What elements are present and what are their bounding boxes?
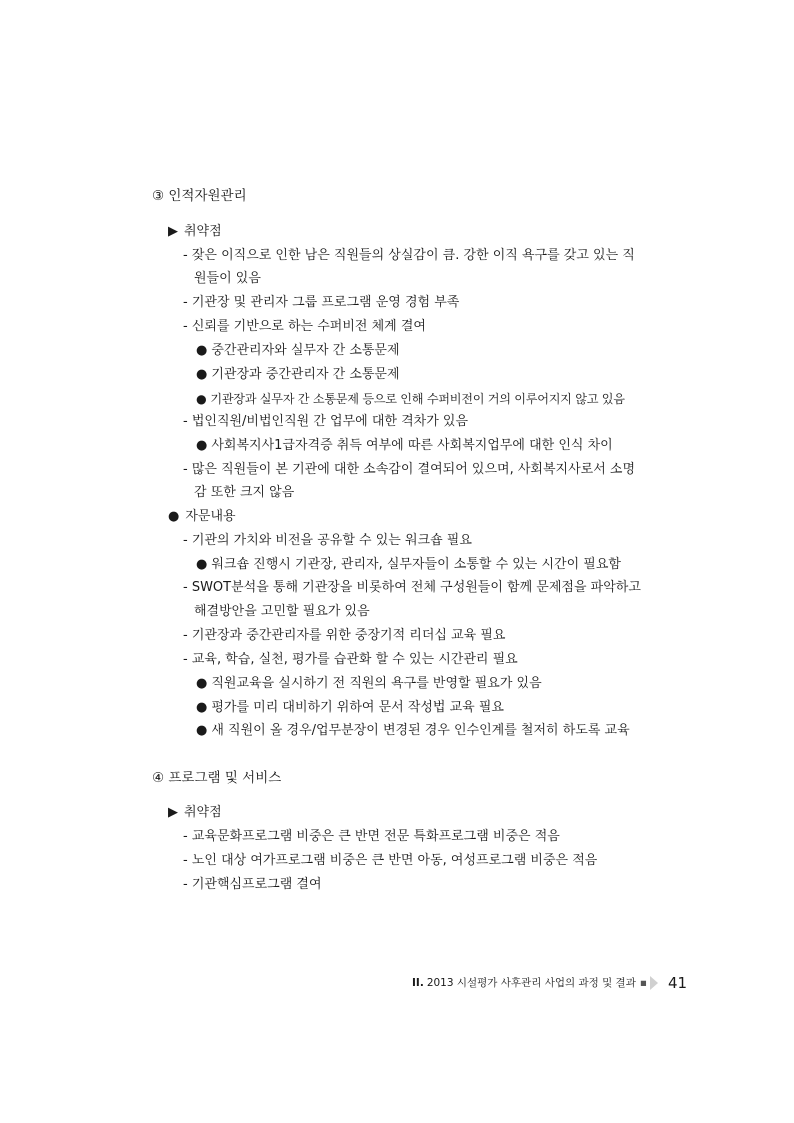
advice-heading	[168, 508, 236, 526]
list-item-continuation: 해결방안을 고민할 필요가 있음	[194, 604, 370, 619]
weakness-label: 취약점	[184, 805, 222, 820]
bullet-icon: ●	[196, 723, 208, 738]
list-item: - 법인직원/비법인직원 간 업무에 대한 격차가 있음	[183, 414, 469, 429]
bullet-icon: ●	[196, 676, 208, 691]
list-item: - 교육, 학습, 실천, 평가를 습관화 할 수 있는 시간관리 필요	[183, 652, 518, 667]
bullet-item: ● 기관장과 실무자 간 소통문제 등으로 인해 수퍼비전이 거의 이루어지지 않고 있음	[196, 392, 625, 406]
page-number: 41	[667, 974, 688, 992]
bullet-icon: ●	[196, 557, 208, 572]
bullet-icon: ●	[196, 700, 208, 715]
bullet-icon: ●	[196, 367, 208, 382]
bullet-item: ● 기관장과 중간관리자 간 소통문제	[196, 367, 400, 382]
weakness-label: 취약점	[184, 224, 222, 239]
list-item: - 신뢰를 기반으로 하는 수퍼비전 체계 결여	[183, 319, 426, 334]
triangle-marker-icon: ▶	[168, 805, 178, 820]
list-item: - 기관핵심프로그램 결여	[183, 877, 322, 892]
list-item: - SWOT분석을 통해 기관장을 비롯하여 전체 구성원들이 함께 문제점을 파악하고	[183, 580, 641, 595]
list-item: - 교육문화프로그램 비중은 큰 반면 전문 특화프로그램 비중은 적음	[183, 829, 560, 844]
list-item-continuation: 감 또한 크지 않음	[194, 485, 295, 500]
chevron-right-icon	[650, 976, 658, 990]
list-item: - 노인 대상 여가프로그램 비중은 큰 반면 아동, 여성프로그램 비중은 적음	[183, 853, 598, 868]
bullet-item: ● 중간관리자와 실무자 간 소통문제	[196, 343, 400, 358]
triangle-marker-icon: ▶	[168, 224, 178, 239]
chapter-title: 2013 시설평가 사후관리 사업의 과정 및 결과	[426, 977, 636, 989]
advice-label: 자문내용	[185, 509, 236, 524]
bullet-item: ● 워크숍 진행시 기관장, 관리자, 실무자들이 소통할 수 있는 시간이 필요함	[196, 557, 621, 572]
list-item: - 잦은 이직으로 인한 남은 직원들의 상실감이 큼. 강한 이직 욕구를 갖고 있는 직	[183, 248, 635, 263]
bullet-item: ● 평가를 미리 대비하기 위하여 문서 작성법 교육 필요	[196, 700, 504, 715]
page-footer	[412, 973, 688, 993]
bullet-item: ● 사회복지사1급자격증 취득 여부에 따른 사회복지업무에 대한 인식 차이	[196, 438, 613, 453]
bullet-icon: ●	[196, 392, 207, 406]
separator-icon: ▪	[639, 977, 647, 989]
list-item: - 기관장과 중간관리자를 위한 중장기적 리더십 교육 필요	[183, 628, 506, 643]
list-item-continuation: 원들이 있음	[194, 271, 261, 286]
chapter-number: II.	[412, 977, 424, 989]
weakness-heading	[168, 804, 222, 822]
bullet-icon: ●	[196, 438, 208, 453]
circle-marker-icon: ●	[168, 509, 180, 524]
bullet-item: ● 직원교육을 실시하기 전 직원의 욕구를 반영할 필요가 있음	[196, 676, 542, 691]
section-title-hr: ③ 인적자원관리	[152, 188, 247, 204]
bullet-item: ● 새 직원이 올 경우/업무분장이 변경된 경우 인수인계를 철저히 하도록 교육	[196, 723, 630, 738]
list-item: - 기관의 가치와 비전을 공유할 수 있는 워크숍 필요	[183, 533, 472, 548]
list-item: - 기관장 및 관리자 그룹 프로그램 운영 경험 부족	[183, 295, 460, 310]
weakness-heading	[168, 223, 222, 241]
list-item: - 많은 직원들이 본 기관에 대한 소속감이 결여되어 있으며, 사회복지사로서 소명	[183, 462, 636, 477]
section-title-program: ④ 프로그램 및 서비스	[152, 770, 282, 786]
bullet-icon: ●	[196, 343, 208, 358]
